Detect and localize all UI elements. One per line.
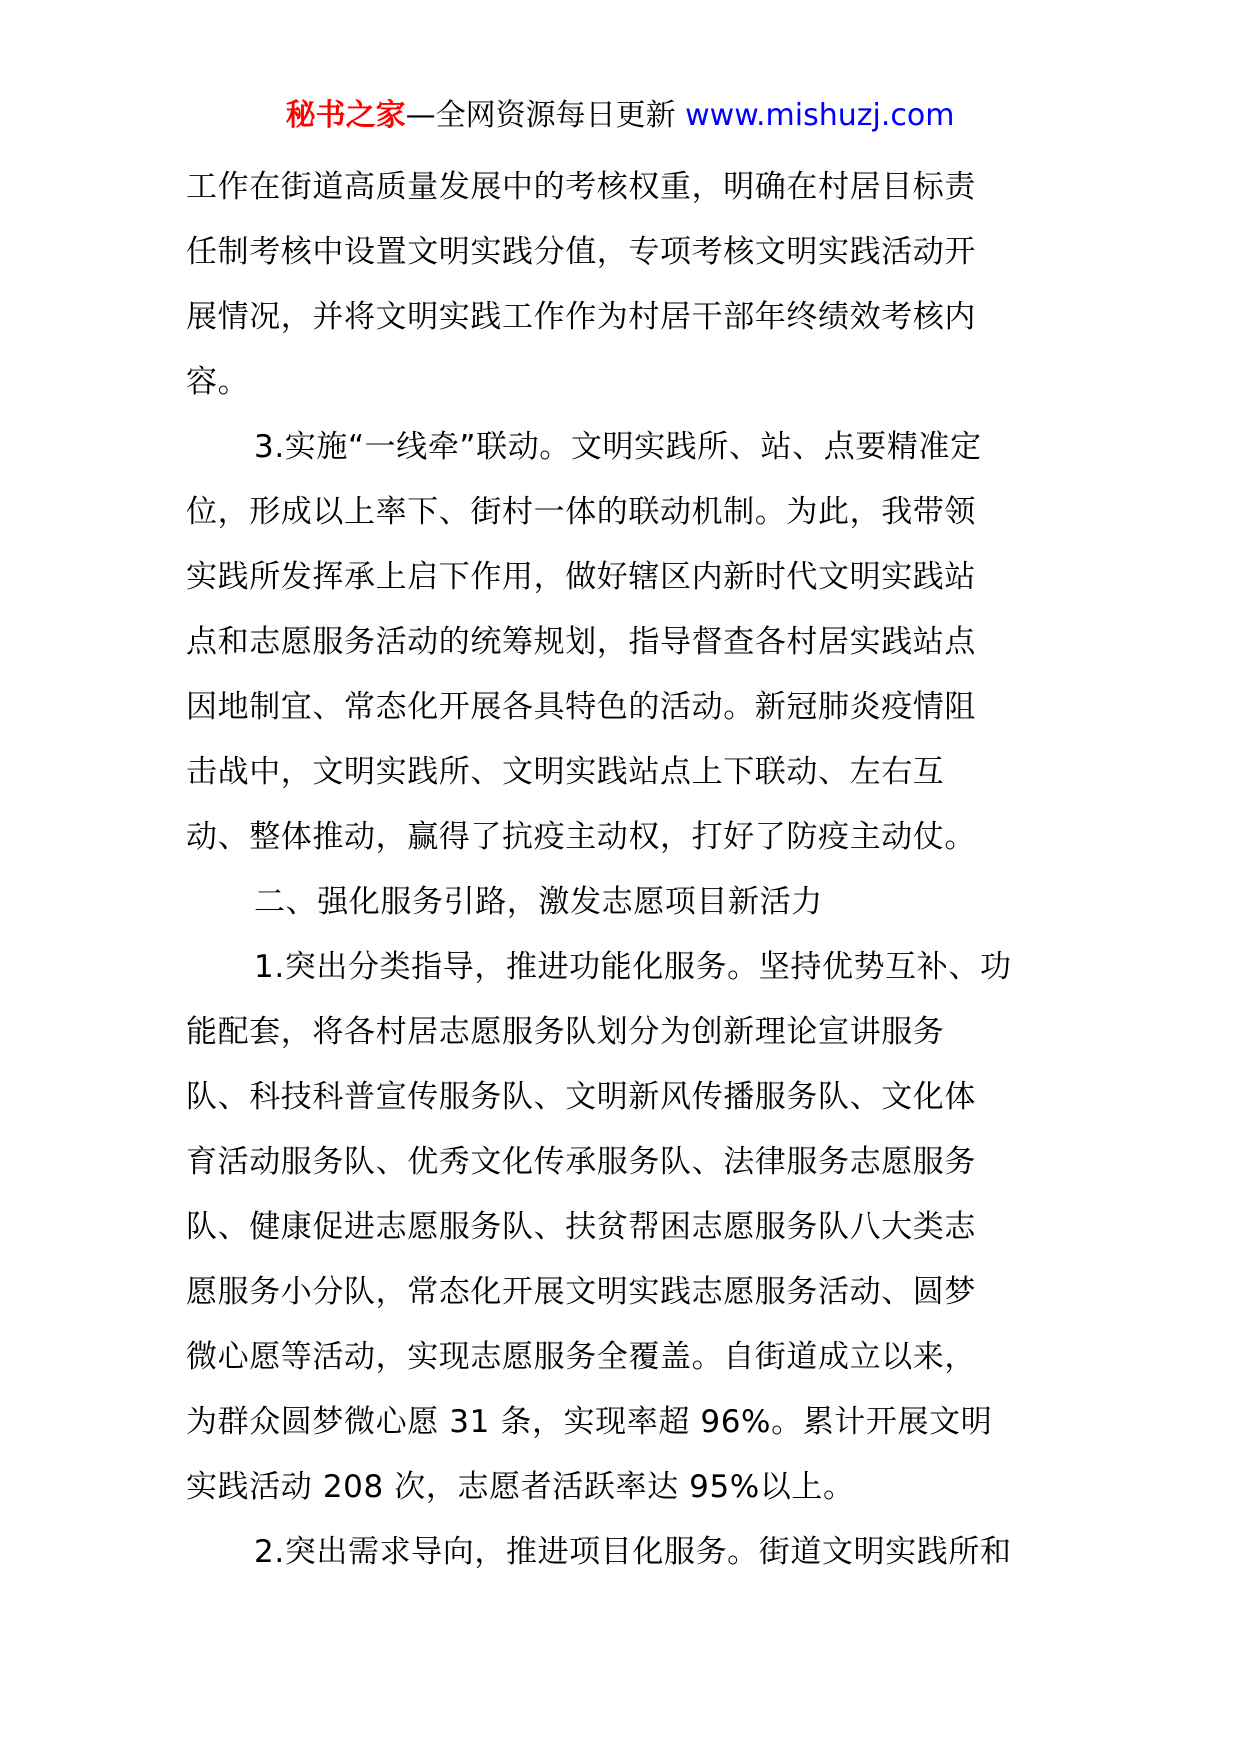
header-tagline: —全网资源每日更新: [405, 98, 686, 133]
text-line: 育活动服务队、优秀文化传承服务队、法律服务志愿服务: [186, 1144, 976, 1180]
text-line: 因地制宜、常态化开展各具特色的活动。新冠肺炎疫情阻: [186, 689, 976, 725]
paragraph-start-line: 2.突出需求导向，推进项目化服务。街道文明实践所和: [254, 1534, 1012, 1570]
text-line: 工作在街道高质量发展中的考核权重，明确在村居目标责: [186, 169, 976, 205]
text-line: 任制考核中设置文明实践分值，专项考核文明实践活动开: [186, 234, 976, 270]
brand-name: 秘书之家: [285, 98, 406, 133]
text-line: 击战中，文明实践所、文明实践站点上下联动、左右互: [186, 754, 945, 790]
section-heading: 二、强化服务引路，激发志愿项目新活力: [254, 884, 823, 920]
text-line: 展情况，并将文明实践工作作为村居干部年终绩效考核内: [186, 299, 976, 335]
text-line: 动、整体推动，赢得了抗疫主动权，打好了防疫主动仗。: [186, 819, 976, 855]
paragraph-start-line: 3.实施“一线牵”联动。文明实践所、站、点要精准定: [254, 429, 982, 465]
text-line: 位，形成以上率下、街村一体的联动机制。为此，我带领: [186, 494, 976, 530]
text-line: 点和志愿服务活动的统筹规划，指导督查各村居实践站点: [186, 624, 976, 660]
text-line: 微心愿等活动，实现志愿服务全覆盖。自街道成立以来，: [186, 1339, 976, 1375]
text-line: 队、健康促进志愿服务队、扶贫帮困志愿服务队八大类志: [186, 1209, 976, 1245]
text-line: 为群众圆梦微心愿 31 条，实现率超 96%。累计开展文明: [186, 1404, 993, 1440]
site-header: [0, 96, 1240, 136]
text-line: 容。: [186, 364, 250, 400]
text-line: 愿服务小分队，常态化开展文明实践志愿服务活动、圆梦: [186, 1274, 976, 1310]
paragraph-start-line: 1.突出分类指导，推进功能化服务。坚持优势互补、功: [254, 949, 1012, 985]
site-url-link[interactable]: www.mishuzj.com: [685, 98, 955, 133]
text-line: 能配套，将各村居志愿服务队划分为创新理论宣讲服务: [186, 1014, 945, 1050]
text-line: 队、科技科普宣传服务队、文明新风传播服务队、文化体: [186, 1079, 976, 1115]
text-line: 实践活动 208 次，志愿者活跃率达 95%以上。: [186, 1469, 855, 1505]
text-line: 实践所发挥承上启下作用，做好辖区内新时代文明实践站: [186, 559, 976, 595]
document-body: [186, 155, 1058, 1585]
